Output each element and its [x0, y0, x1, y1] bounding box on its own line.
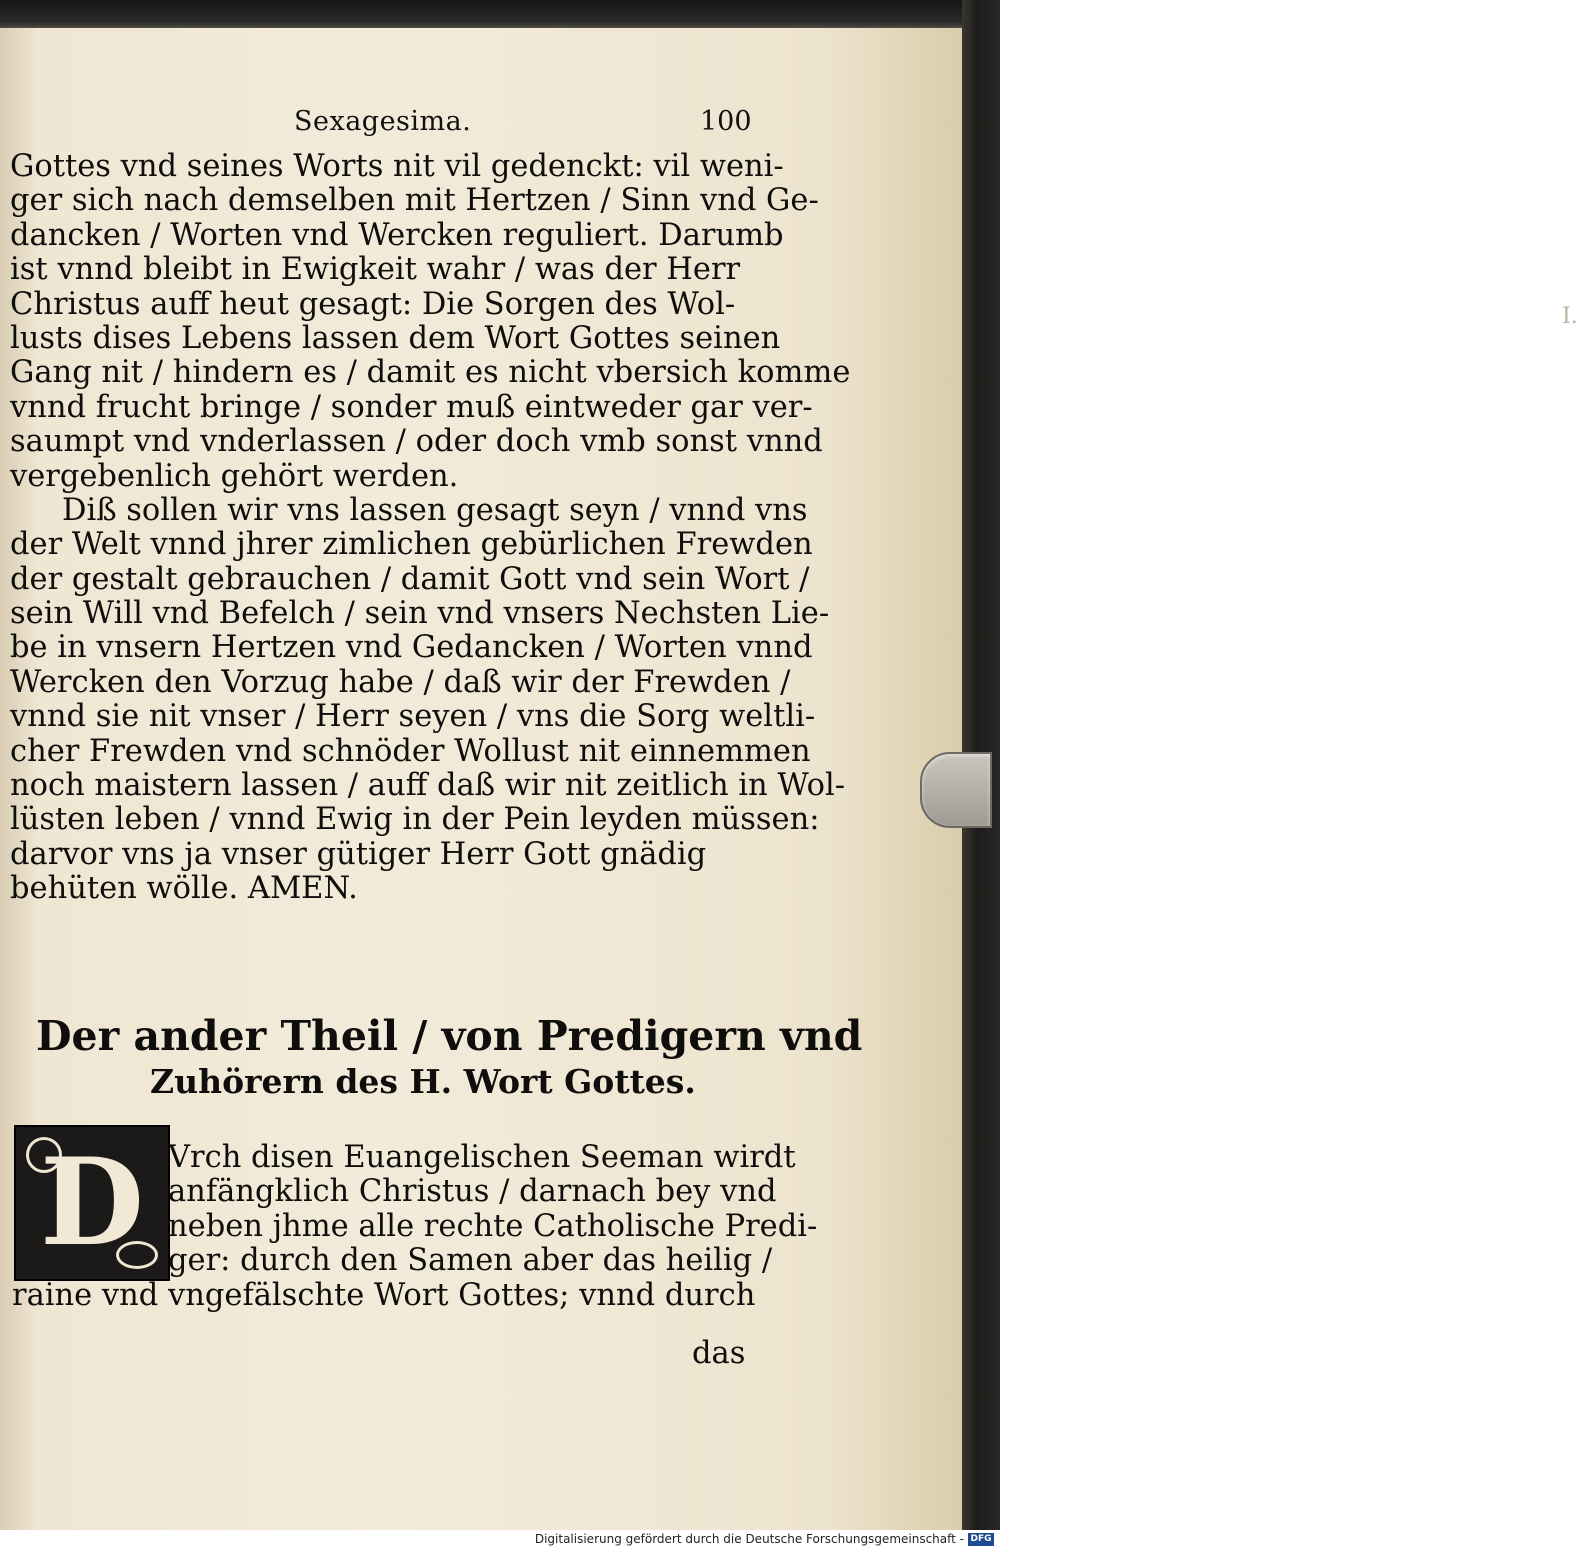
text-line: vergebenlich gehört werden. — [10, 458, 459, 494]
text-line: Christus auff heut gesagt: Die Sorgen des Wol- — [10, 286, 736, 322]
text-line: Vrch disen Euangelischen Seeman wirdt — [168, 1140, 796, 1175]
paragraph-1 — [10, 149, 851, 494]
text-line: anfängklich Christus / darnach bey vnd — [168, 1174, 777, 1210]
text-line: lusts dises Lebens lassen dem Wort Gottes seinen — [10, 320, 781, 356]
text-line: Diß sollen wir vns lassen gesagt seyn / vnnd vns — [62, 492, 808, 528]
page-number: 100 — [700, 106, 752, 137]
text-line: be in vnsern Hertzen vnd Gedancken / Worten vnnd — [10, 630, 813, 666]
page-clip — [920, 752, 992, 828]
text-line: dancken / Worten vnd Wercken reguliert. Darumb — [10, 217, 784, 253]
margin-bleed-numeral: I. — [1562, 304, 1578, 329]
paragraph-3-full-width — [12, 1278, 756, 1313]
running-head: Sexagesima. — [294, 106, 472, 137]
text-line: saumpt vnd vnderlassen / oder doch vmb sonst vnnd — [10, 424, 823, 460]
footer-credit: Digitalisierung gefördert durch die Deutsche Forschungsgemeinschaft - — [534, 1532, 964, 1546]
text-line: sein Will vnd Befelch / sein vnd vnsers Nechsten Lie- — [10, 596, 830, 632]
text-line: ist vnnd bleibt in Ewigkeit wahr / was der Herr — [10, 252, 741, 288]
paragraph-3-beside-initial — [168, 1140, 818, 1279]
dfg-logo: DFG — [968, 1533, 994, 1546]
footer-bar — [0, 1530, 1000, 1550]
drop-initial-letter: D — [39, 1132, 145, 1273]
text-line: ger sich nach demselben mit Hertzen / Sinn vnd Ge- — [10, 183, 819, 219]
text-line: vnnd frucht bringe / sonder muß eintweder gar ver- — [10, 389, 813, 425]
text-line: noch maistern lassen / auff daß wir nit zeitlich in Wol- — [10, 768, 846, 804]
section-heading — [36, 1012, 863, 1104]
text-line: neben jhme alle rechte Catholische Predi- — [168, 1208, 818, 1244]
text-line: Gottes vnd seines Worts nit vil gedenckt: vil weni- — [10, 149, 784, 184]
text-line: lüsten leben / vnnd Ewig in der Pein leyden müssen: — [10, 802, 820, 838]
book-page — [0, 28, 1578, 1530]
text-line: ger: durch den Samen aber das heilig / — [168, 1243, 773, 1279]
section-heading-line-2: Zuhörern des H. Wort Gottes. — [150, 1062, 696, 1101]
text-line: Wercken den Vorzug habe / daß wir der Frewden / — [10, 664, 791, 700]
main-text-block — [10, 149, 851, 907]
catchword: das — [692, 1336, 746, 1371]
text-line: raine vnd vngefälschte Wort Gottes; vnnd durch — [12, 1278, 756, 1313]
text-line: der gestalt gebrauchen / damit Gott vnd sein Wort / — [10, 561, 810, 597]
text-line: der Welt vnnd jhrer zimlichen gebürlichen Frewden — [10, 527, 813, 563]
decorated-initial — [14, 1125, 170, 1281]
text-line: Gang nit / hindern es / damit es nicht vbersich komme — [10, 355, 851, 391]
text-line: cher Frewden vnd schnöder Wollust nit einnemmen — [10, 733, 811, 769]
text-line: behüten wölle. AMEN. — [10, 871, 358, 907]
section-heading-line-1: Der ander Theil / von Predigern vnd — [36, 1012, 863, 1060]
paragraph-2 — [10, 492, 846, 907]
text-line: vnnd sie nit vnser / Herr seyen / vns die Sorg weltli- — [10, 699, 816, 735]
text-line: darvor vns ja vnser gütiger Herr Gott gnädig — [10, 836, 707, 872]
